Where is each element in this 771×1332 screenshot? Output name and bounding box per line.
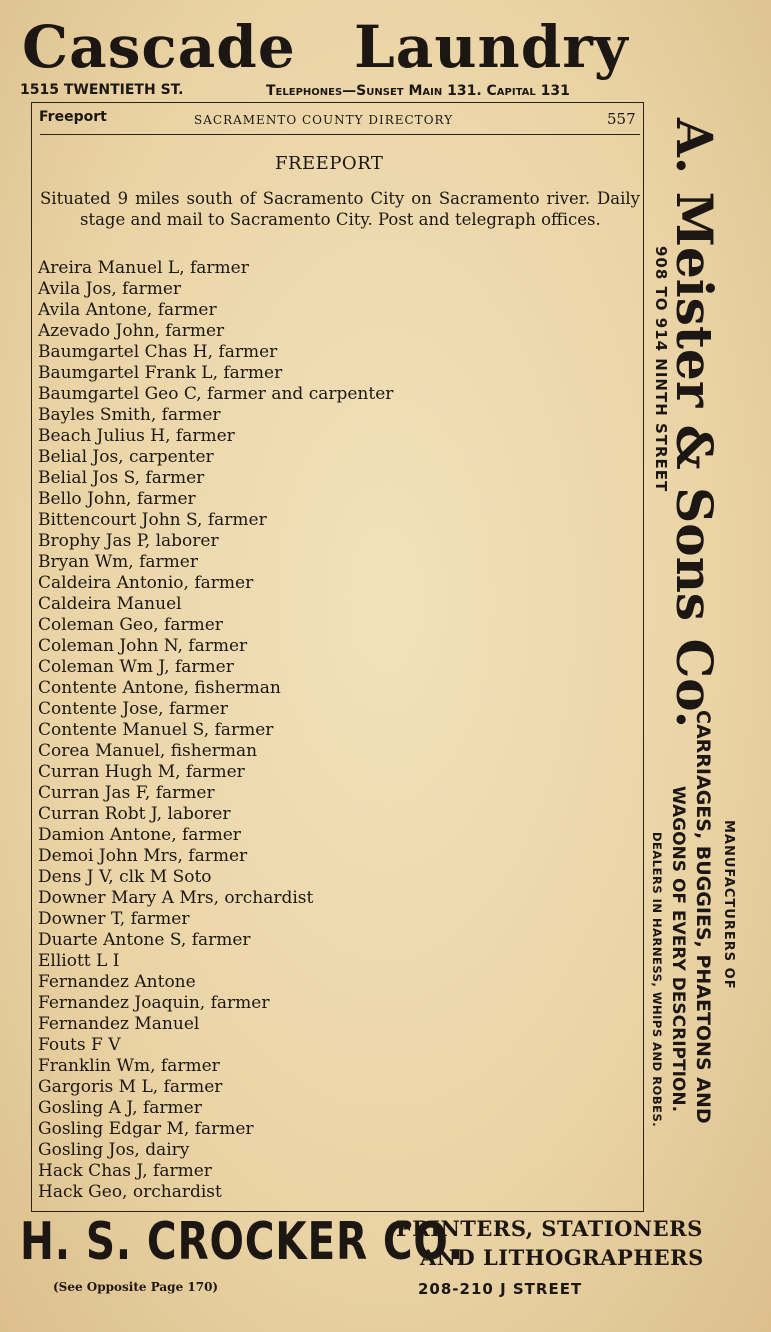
directory-entry: Dens J V, clk M Soto (38, 867, 212, 887)
running-head-left: Freeport (39, 109, 107, 125)
directory-entry: Bittencourt John S, farmer (38, 510, 267, 530)
directory-entry: Contente Manuel S, farmer (38, 720, 274, 740)
directory-entry: Avila Jos, farmer (38, 279, 182, 299)
directory-entry: Baumgartel Frank L, farmer (38, 363, 283, 383)
ad-top-title-word2: Laundry (354, 13, 629, 81)
directory-entry: Damion Antone, farmer (38, 825, 241, 845)
running-head-center: SACRAMENTO COUNTY DIRECTORY (194, 113, 454, 127)
ad-side-company: A. Meister & Sons Co. (665, 118, 724, 729)
directory-entry: Downer Mary A Mrs, orchardist (38, 888, 314, 908)
directory-entry: Fouts F V (38, 1035, 121, 1055)
ad-top-title-word1: Cascade (22, 13, 296, 81)
directory-entry: Elliott L I (38, 951, 120, 971)
section-description (40, 188, 640, 230)
ad-bottom-address: 208-210 J STREET (418, 1280, 583, 1298)
directory-entry: Contente Antone, fisherman (38, 678, 281, 698)
ad-side-address: 908 TO 914 NINTH STREET (652, 246, 670, 493)
section-description-text: Situated 9 miles south of Sacramento City on Sacramento river. Daily stage and mail to Sacramento City. Post and telegraph offices. (40, 189, 640, 229)
directory-entry: Coleman John N, farmer (38, 636, 248, 656)
ad-top-phones: Telephones—Sunset Main 131. Capital 131 (266, 83, 570, 99)
directory-entry: Gargoris M L, farmer (38, 1077, 223, 1097)
directory-entry: Beach Julius H, farmer (38, 426, 235, 446)
directory-entry: Caldeira Antonio, farmer (38, 573, 254, 593)
directory-entry: Curran Robt J, laborer (38, 804, 231, 824)
directory-entry: Franklin Wm, farmer (38, 1056, 220, 1076)
directory-entry: Azevado John, farmer (38, 321, 225, 341)
directory-entry: Avila Antone, farmer (38, 300, 217, 320)
section-title: FREEPORT (275, 153, 384, 174)
ad-side-wagons: WAGONS OF EVERY DESCRIPTION. (668, 786, 688, 1113)
directory-entry: Bayles Smith, farmer (38, 405, 221, 425)
directory-entry: Duarte Antone S, farmer (38, 930, 251, 950)
ad-bottom-line2: AND LITHOGRAPHERS (420, 1245, 704, 1270)
directory-entry: Areira Manuel L, farmer (38, 258, 249, 278)
directory-entry: Coleman Wm J, farmer (38, 657, 234, 677)
directory-entry: Bello John, farmer (38, 489, 196, 509)
ad-top-address: 1515 TWENTIETH ST. (20, 82, 184, 98)
directory-entry: Baumgartel Chas H, farmer (38, 342, 278, 362)
directory-entry: Coleman Geo, farmer (38, 615, 223, 635)
directory-entries (38, 258, 393, 1203)
directory-entry: Downer T, farmer (38, 909, 190, 929)
directory-entry: Baumgartel Geo C, farmer and carpenter (38, 384, 394, 404)
directory-entry: Gosling Edgar M, farmer (38, 1119, 254, 1139)
ad-bottom-company: H. S. CROCKER CO. (20, 1212, 464, 1272)
directory-entry: Curran Hugh M, farmer (38, 762, 245, 782)
directory-entry: Belial Jos, carpenter (38, 447, 214, 467)
page-number: 557 (607, 110, 636, 128)
directory-entry: Bryan Wm, farmer (38, 552, 198, 572)
directory-entry: Curran Jas F, farmer (38, 783, 215, 803)
directory-entry: Caldeira Manuel (38, 594, 182, 614)
directory-entry: Hack Chas J, farmer (38, 1161, 212, 1181)
ad-side-carriages: CARRIAGES, BUGGIES, PHAETONS AND (692, 710, 714, 1124)
directory-entry: Contente Jose, farmer (38, 699, 228, 719)
directory-entry: Brophy Jas P, laborer (38, 531, 219, 551)
directory-entry: Corea Manuel, fisherman (38, 741, 258, 761)
ad-side-dealers: DEALERS IN HARNESS, WHIPS AND ROBES. (650, 832, 664, 1128)
directory-entry: Gosling Jos, dairy (38, 1140, 190, 1160)
ad-side-manufacturers: MANUFACTURERS OF (721, 820, 736, 990)
ad-top-title (22, 14, 682, 80)
ad-bottom-see-opposite: (See Opposite Page 170) (53, 1280, 219, 1294)
directory-entry: Demoi John Mrs, farmer (38, 846, 248, 866)
directory-entry: Hack Geo, orchardist (38, 1182, 222, 1202)
ad-bottom-line1: PRINTERS, STATIONERS (396, 1216, 703, 1241)
directory-entry: Gosling A J, farmer (38, 1098, 202, 1118)
directory-entry: Fernandez Manuel (38, 1014, 200, 1034)
header-rule (40, 134, 640, 135)
directory-entry: Fernandez Antone (38, 972, 196, 992)
directory-entry: Belial Jos S, farmer (38, 468, 205, 488)
directory-entry: Fernandez Joaquin, farmer (38, 993, 270, 1013)
